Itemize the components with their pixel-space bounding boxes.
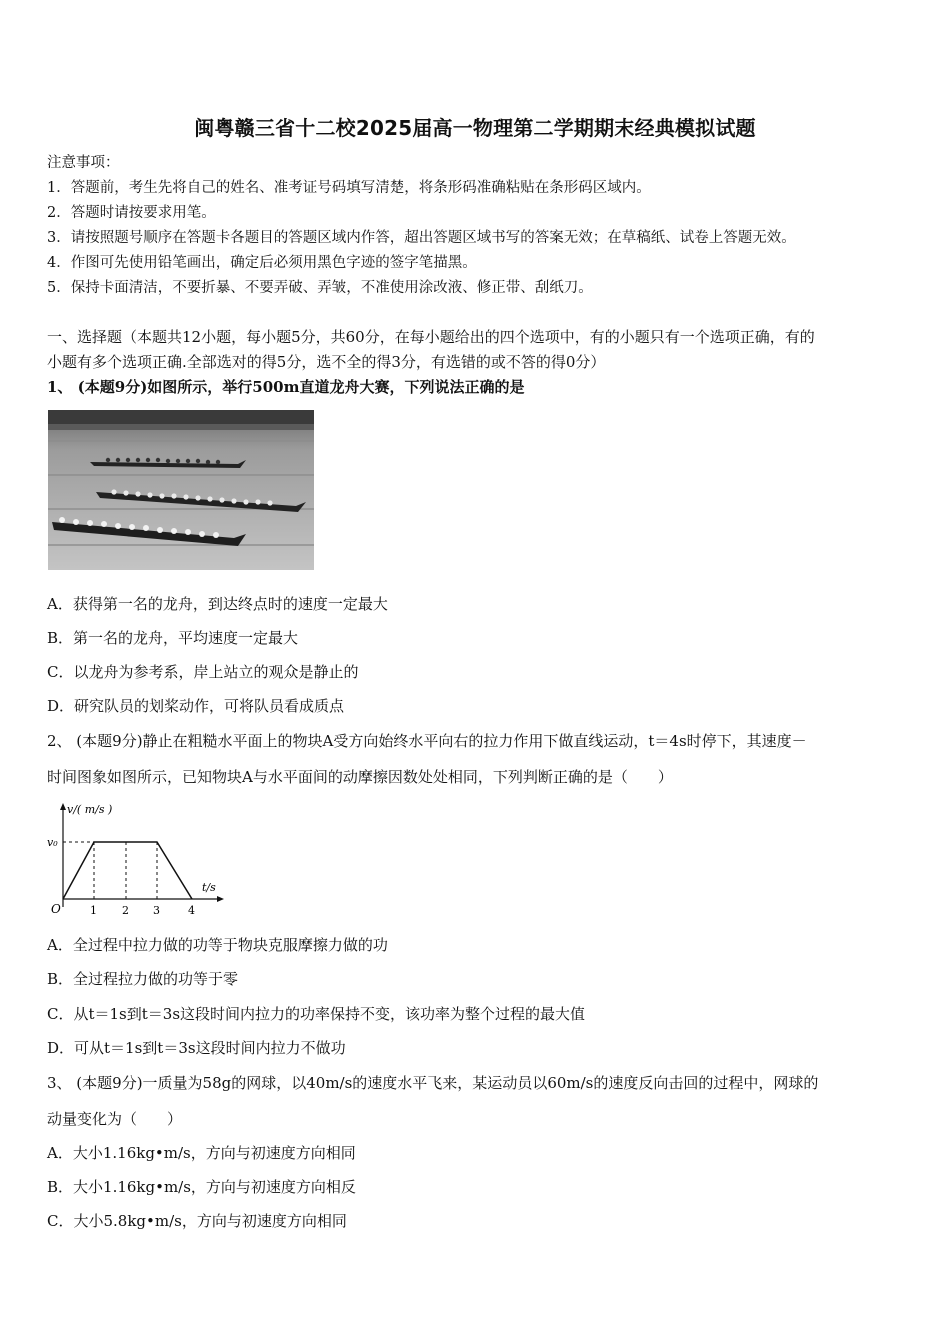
question-3-option-c: C．大小5.8kg•m/s，方向与初速度方向相同: [47, 1212, 347, 1230]
section-instruction: 小题有多个选项正确.全部选对的得5分，选不全的得3分，有选错的或不答的得0分）: [47, 353, 606, 371]
x-axis-label: t/s: [202, 881, 216, 894]
question-3-stem: 动量变化为（ ）: [47, 1110, 183, 1128]
section-instruction: 一、选择题（本题共12小题，每小题5分，共60分，在每小题给出的四个选项中，有的小题只有一个选项正确，有的: [47, 328, 815, 346]
tick-label: 2: [122, 904, 129, 917]
velocity-line: [63, 842, 192, 899]
question-2-stem: 2、 (本题9分)静止在粗糙水平面上的物块A受方向始终水平向右的拉力作用下做直线运动，t＝4s时停下，其速度－: [47, 732, 807, 750]
page-title: 闽粤赣三省十二校2025届高一物理第二学期期末经典模拟试题: [194, 116, 756, 140]
y-axis-arrow: [60, 803, 66, 810]
question-2-stem: 时间图象如图所示，已知物块A与水平面间的动摩擦因数处处相同，下列判断正确的是（ ）: [47, 768, 673, 786]
note-item: 5．保持卡面清洁，不要折暴、不要弄破、弄皱，不准使用涂改液、修正带、刮纸刀。: [47, 280, 593, 296]
tick-label: 3: [153, 904, 160, 917]
v0-label: v₀: [47, 836, 58, 849]
note-item: 1．答题前，考生先将自己的姓名、准考证号码填写清楚，将条形码准确粘贴在条形码区域内。: [47, 180, 651, 196]
question-1-option-a: A．获得第一名的龙舟，到达终点时的速度一定最大: [47, 595, 388, 613]
question-2-option-d: D．可从t＝1s到t＝3s这段时间内拉力不做功: [47, 1039, 346, 1057]
question-3-option-b: B．大小1.16kg•m/s，方向与初速度方向相反: [47, 1178, 356, 1196]
question-1-option-c: C．以龙舟为参考系，岸上站立的观众是静止的: [47, 663, 359, 681]
tick-label: 1: [90, 904, 97, 917]
question-1-option-d: D．研究队员的划桨动作，可将队员看成质点: [47, 697, 345, 715]
question-3-stem: 3、 (本题9分)一质量为58g的网球，以40m/s的速度水平飞来，某运动员以60m/s的速度反向击回的过程中，网球的: [47, 1074, 819, 1092]
question-2-option-c: C．从t＝1s到t＝3s这段时间内拉力的功率保持不变，该功率为整个过程的最大值: [47, 1005, 586, 1023]
notes-heading: 注意事项：: [47, 155, 120, 171]
note-item: 4．作图可先使用铅笔画出，确定后必须用黑色字迹的签字笔描黑。: [47, 255, 477, 271]
dragon-boat-photo: [48, 410, 314, 570]
velocity-time-graph: [44, 800, 228, 920]
dragon-boat-image: [48, 410, 314, 570]
question-2-option-b: B．全过程拉力做的功等于零: [47, 970, 239, 988]
note-item: 3．请按照题号顺序在答题卡各题目的答题区域内作答，超出答题区域书写的答案无效；在草稿纸、试卷上答题无效。: [47, 230, 796, 246]
question-2-option-a: A．全过程中拉力做的功等于物块克服摩擦力做的功: [47, 936, 388, 954]
x-axis-arrow: [217, 896, 224, 902]
question-3-option-a: A．大小1.16kg•m/s，方向与初速度方向相同: [47, 1144, 356, 1162]
origin-label: O: [51, 902, 61, 916]
question-1-option-b: B．第一名的龙舟，平均速度一定最大: [47, 629, 299, 647]
note-item: 2．答题时请按要求用笔。: [47, 205, 216, 221]
tick-label: 4: [188, 904, 195, 917]
question-1-stem: 1、 (本题9分)如图所示，举行500m直道龙舟大赛，下列说法正确的是: [47, 378, 525, 396]
y-axis-label: v/( m/s ): [67, 803, 113, 816]
